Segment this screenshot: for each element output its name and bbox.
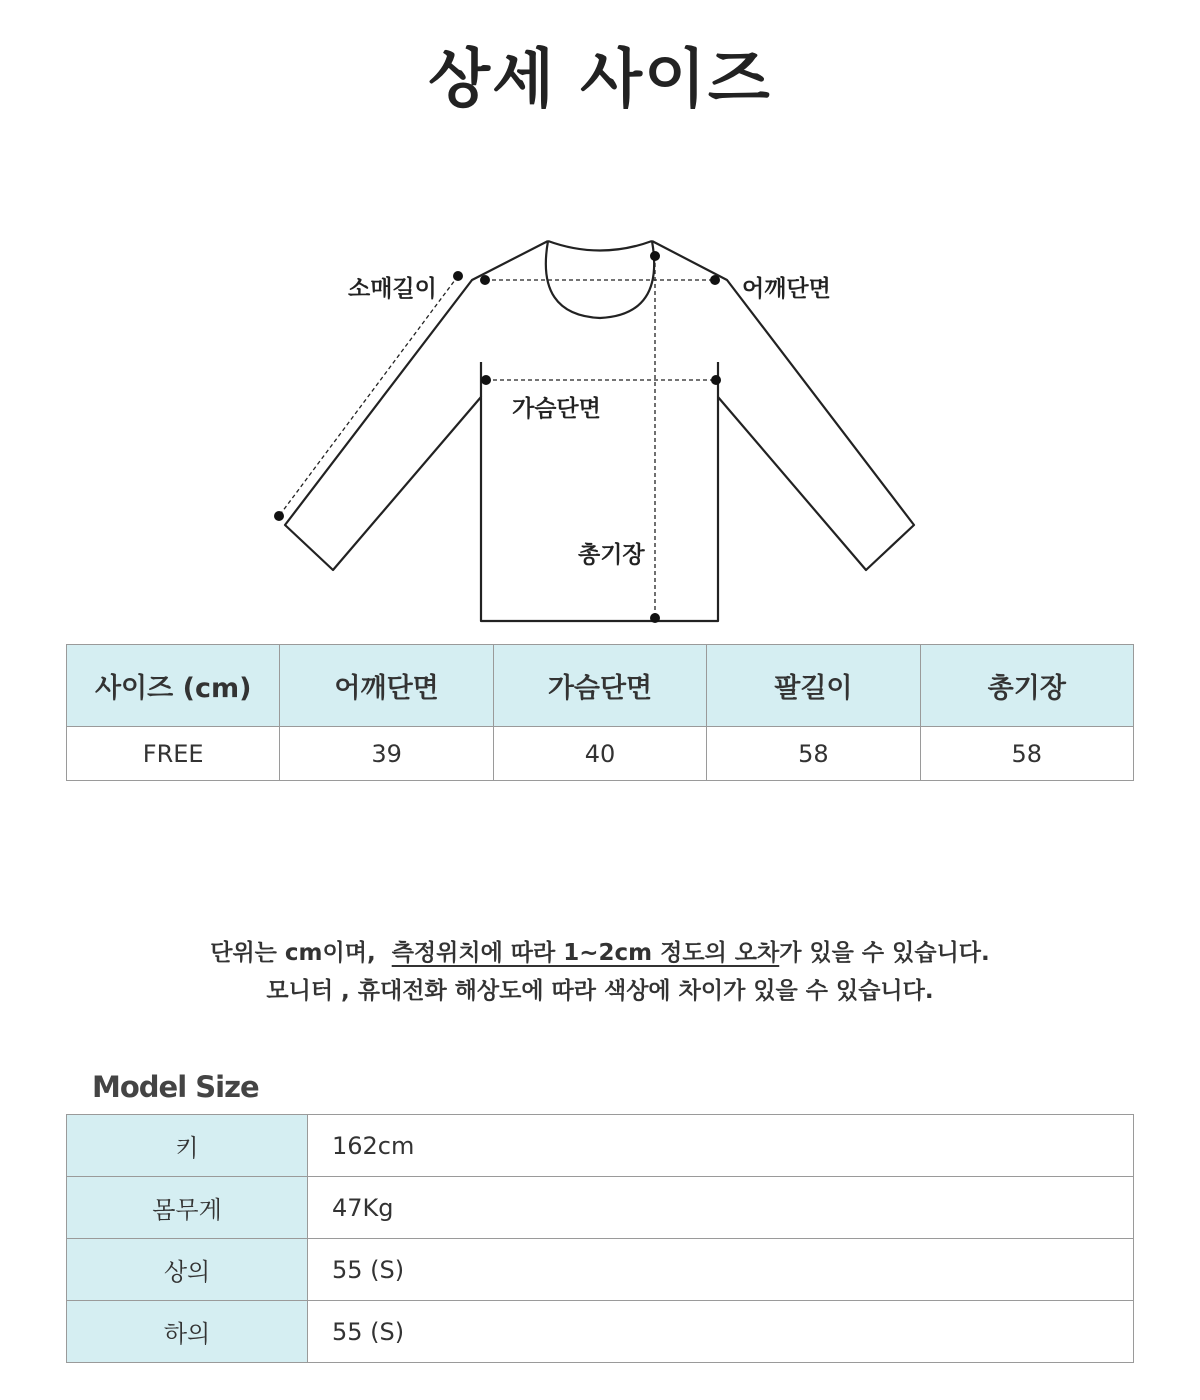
header-shoulder: 어깨단면 [280,645,493,727]
model-size-heading: Model Size [92,1070,259,1104]
table-row [67,1301,1134,1363]
cell-shoulder: 39 [280,727,493,781]
measure-point [481,375,491,385]
shoulder-width-label: 어깨단면 [742,276,831,302]
table-row [67,1177,1134,1239]
header-arm-length: 팔길이 [707,645,920,727]
model-label-top: 상의 [67,1239,308,1301]
table-row [67,1239,1134,1301]
size-table-header-row [67,645,1134,727]
note-line-1 [0,934,1200,972]
model-value-bottom: 55 (S) [308,1301,1134,1363]
note-tolerance: 측정위치에 따라 1~2cm 정도의 오차 [391,940,780,966]
model-label-height: 키 [67,1115,308,1177]
model-size-table [66,1114,1134,1363]
size-notes [0,934,1200,1010]
cell-size: FREE [67,727,280,781]
model-value-weight: 47Kg [308,1177,1134,1239]
header-chest: 가슴단면 [493,645,706,727]
measure-point [480,275,490,285]
size-table [66,644,1134,781]
note-unit: 단위는 cm이며, [210,940,376,966]
measure-point [650,251,660,261]
model-value-top: 55 (S) [308,1239,1134,1301]
measure-point [710,275,720,285]
cell-chest: 40 [493,727,706,781]
neckline-top [548,241,652,251]
garment-diagram [0,200,1200,640]
chest-width-label: 가슴단면 [512,396,601,422]
model-label-weight: 몸무게 [67,1177,308,1239]
table-row [67,727,1134,781]
header-total-length: 총기장 [920,645,1133,727]
measure-point [711,375,721,385]
sleeve-measure-line [279,276,458,516]
total-length-label: 총기장 [578,542,645,568]
header-size: 사이즈 (cm) [67,645,280,727]
note-suffix: 가 있을 수 있습니다. [779,940,990,966]
measure-point [453,271,463,281]
note-line-2: 모니터 , 휴대전화 해상도에 따라 색상에 차이가 있을 수 있습니다. [266,978,934,1004]
cell-arm-length: 58 [707,727,920,781]
cell-total-length: 58 [920,727,1133,781]
model-label-bottom: 하의 [67,1301,308,1363]
model-value-height: 162cm [308,1115,1134,1177]
sleeve-length-label: 소매길이 [348,276,437,302]
measure-point [274,511,284,521]
page-title: 상세 사이즈 [428,43,772,117]
table-row [67,1115,1134,1177]
measure-point [650,613,660,623]
